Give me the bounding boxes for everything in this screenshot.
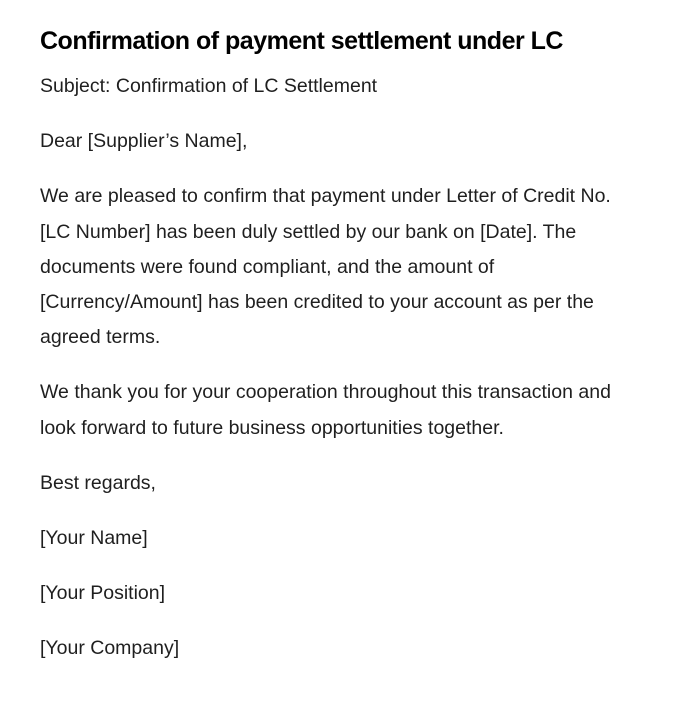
document-title: Confirmation of payment settlement under LC	[40, 27, 563, 55]
signature-name: [Your Name]	[40, 527, 148, 550]
body-paragraph-1: We are pleased to confirm that payment under Letter of Credit No. [LC Number] has been duly settled by our bank on [Date]. The documents were found compliant, and the amount of [Currency/Amount] has been credited to your account as per the agreed terms.	[40, 185, 611, 349]
salutation: Dear [Supplier’s Name],	[40, 130, 248, 153]
body-paragraph-2: We thank you for your cooperation throughout this transaction and look forward to future business opportunities together.	[40, 381, 611, 439]
signature-company: [Your Company]	[40, 637, 180, 660]
signature-position: [Your Position]	[40, 582, 166, 605]
subject-line: Subject: Confirmation of LC Settlement	[40, 75, 378, 97]
closing-line: Best regards,	[40, 471, 156, 494]
